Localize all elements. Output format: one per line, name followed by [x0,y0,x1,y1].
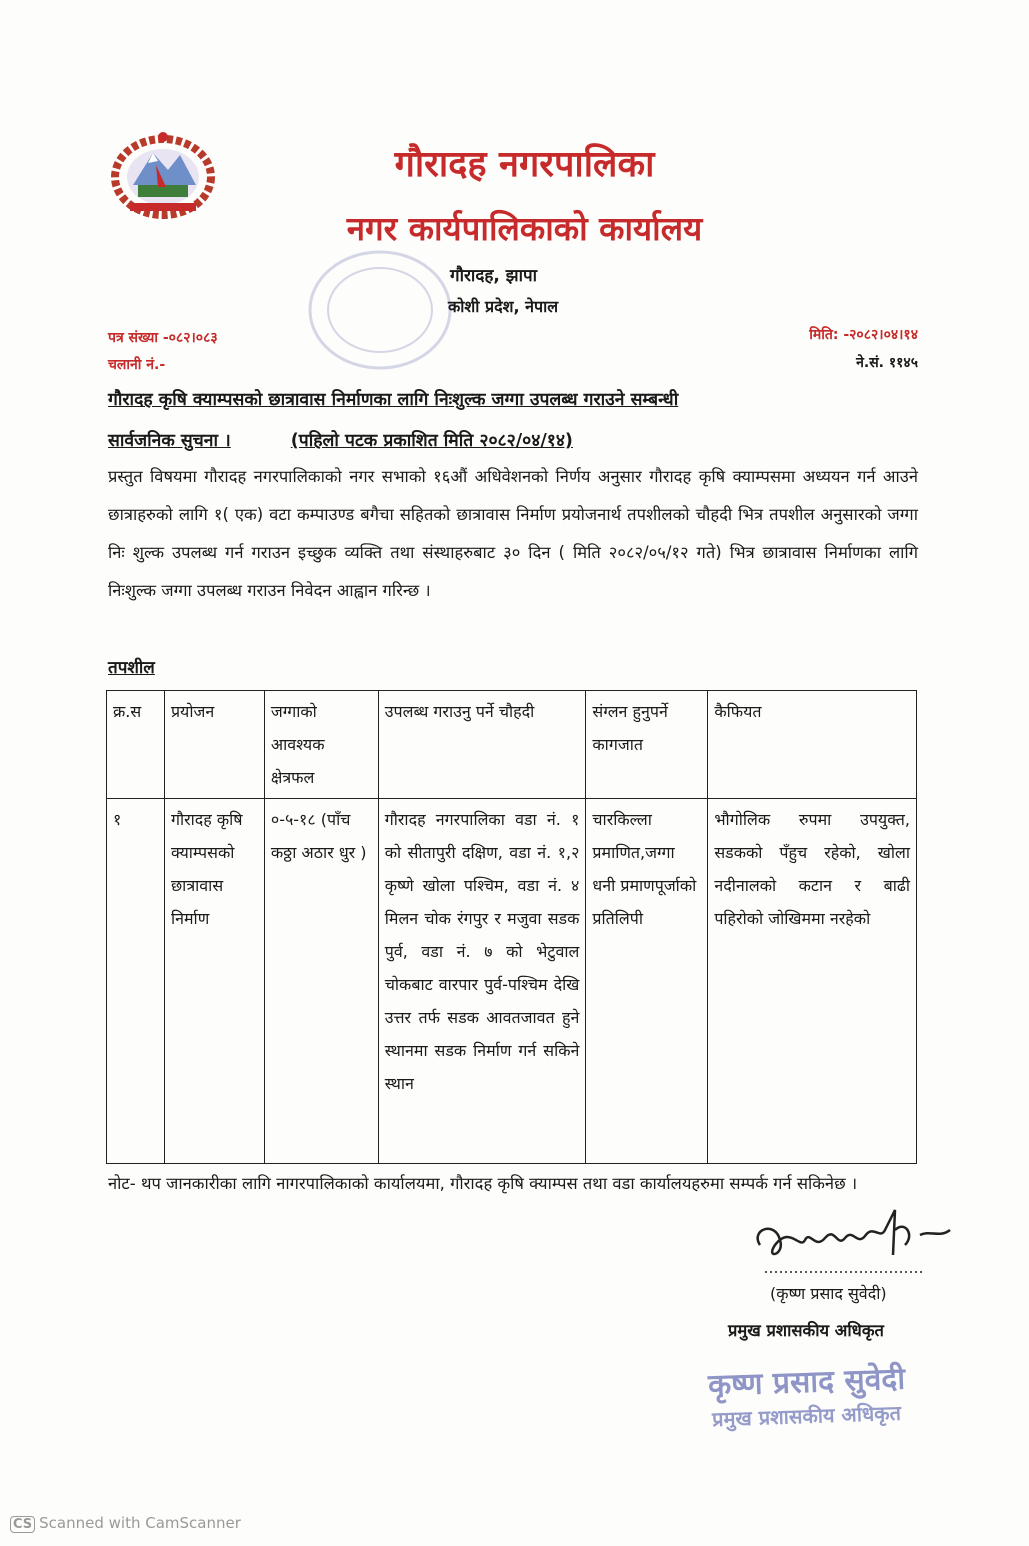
table-cell: भौगोलिक रुपमा उपयुक्त, सडकको पँहुच रहेको, खोला नदीनालको कटान र बाढी पहिरोको जोखिममा नरहेको [708,799,917,1164]
table-header: उपलब्ध गराउनु पर्ने चौहदी [378,691,586,799]
office-title: गौरादह नगरपालिका [394,144,655,185]
dispatch-number: चलानी नं.- [108,357,166,373]
subject-line-1: गौरादह कृषि क्याम्पसको छात्रावास निर्माणका लागि निःशुल्क जग्गा उपलब्ध गराउने सम्बन्धी [108,390,679,410]
letter-number: पत्र संख्या -०८२।०८३ [108,330,218,346]
signatory-name: (कृष्ण प्रसाद सुवेदी) [770,1284,887,1303]
address-line-1: गौरादह, झापा [450,266,538,286]
signatory-title: प्रमुख प्रशासकीय अधिकृत [728,1321,884,1340]
address-line-2: कोशी प्रदेश, नेपाल [448,297,559,316]
table-header: प्रयोजन [164,691,264,799]
signature-icon [745,1200,955,1280]
nepal-sambat: ने.सं. ११४५ [856,355,918,371]
name-stamp: कृष्ण प्रसाद सुवेदी [707,1361,906,1404]
table-header: जग्गाको आवश्यक क्षेत्रफल [264,691,378,799]
table-row [107,799,917,1164]
subject-line-2-wrap [108,421,918,462]
camscanner-text: Scanned with CamScanner [39,1514,241,1532]
notice-body: प्रस्तुत विषयमा गौरादह नगरपालिकाको नगर सभाको १६औं अधिवेशनको निर्णय अनुसार गौरादह कृषि क्याम्पसमा अध्ययन गर्न आउने छात्राहरुको लागि १( एक) वटा कम्पाउण्ड बगैचा सहितको छात्रावास निर्माण प्रयोजनार्थ तपशीलको चौहदी भित्र तपशील अनुसारको जग्गा निः शुल्क उपलब्ध गर्न गराउन इच्छुक व्यक्ति तथा संस्थाहरुबाट ३० दिन ( मिति २०८२/०५/१२ गते) भित्र छात्रावास निर्माणका लागि निःशुल्क जग्गा उपलब्ध गराउन निवेदन आह्वान गरिन्छ । [108,467,918,600]
table-cell: ०-५-१८ (पाँच कठ्ठा अठार धुर ) [264,799,378,1164]
published-date: (पहिलो पटक प्रकाशित मिति २०८२/०४/१४) [290,431,573,451]
round-stamp-icon [300,240,460,380]
note: नोट- थप जानकारीका लागि नागरपालिकाको कार्यालयमा, गौरादह कृषि क्याम्पस तथा वडा कार्यालयहरुमा सम्पर्क गर्न सकिनेछ । [108,1174,858,1193]
table-cell: १ [107,799,165,1164]
details-heading: तपशील [108,658,155,678]
office-subtitle: नगर कार्यपालिकाको कार्यालय [346,209,703,248]
camscanner-logo-icon: CS [10,1516,35,1533]
table-header: कैफियत [708,691,917,799]
details-table [106,690,917,1164]
table-cell: गौरादह नगरपालिका वडा नं. १ को सीतापुरी दक्षिण, वडा नं. १,२ कृष्णे खोला पश्चिम, वडा नं. ४ मिलन चोक रंगपुर र मजुवा सडक पुर्व, वडा नं. ७ को भेटुवाल चोकबाट वारपार पुर्व-पश्चिम देखि उत्तर तर्फ सडक आवतजावत हुने स्थानमा सडक निर्माण गर्न सकिने स्थान [378,799,586,1164]
table-cell: गौरादह कृषि क्याम्पसको छात्रावास निर्माण [164,799,264,1164]
table-header: संग्लन हुनुपर्ने कागजात [586,691,708,799]
table-header: क्र.स [107,691,165,799]
camscanner-watermark [10,1514,241,1533]
table-cell: चारकिल्ला प्रमाणित,जग्गा धनी प्रमाणपूर्जाको प्रतिलिपी [586,799,708,1164]
subject-line-2: सार्वजनिक सुचना । [108,431,231,451]
date: मिति: -२०८२।०४।१४ [809,327,918,343]
table-header-row [107,691,917,799]
notice-subject [108,380,918,462]
title-stamp: प्रमुख प्रशासकीय अधिकृत [711,1400,902,1432]
